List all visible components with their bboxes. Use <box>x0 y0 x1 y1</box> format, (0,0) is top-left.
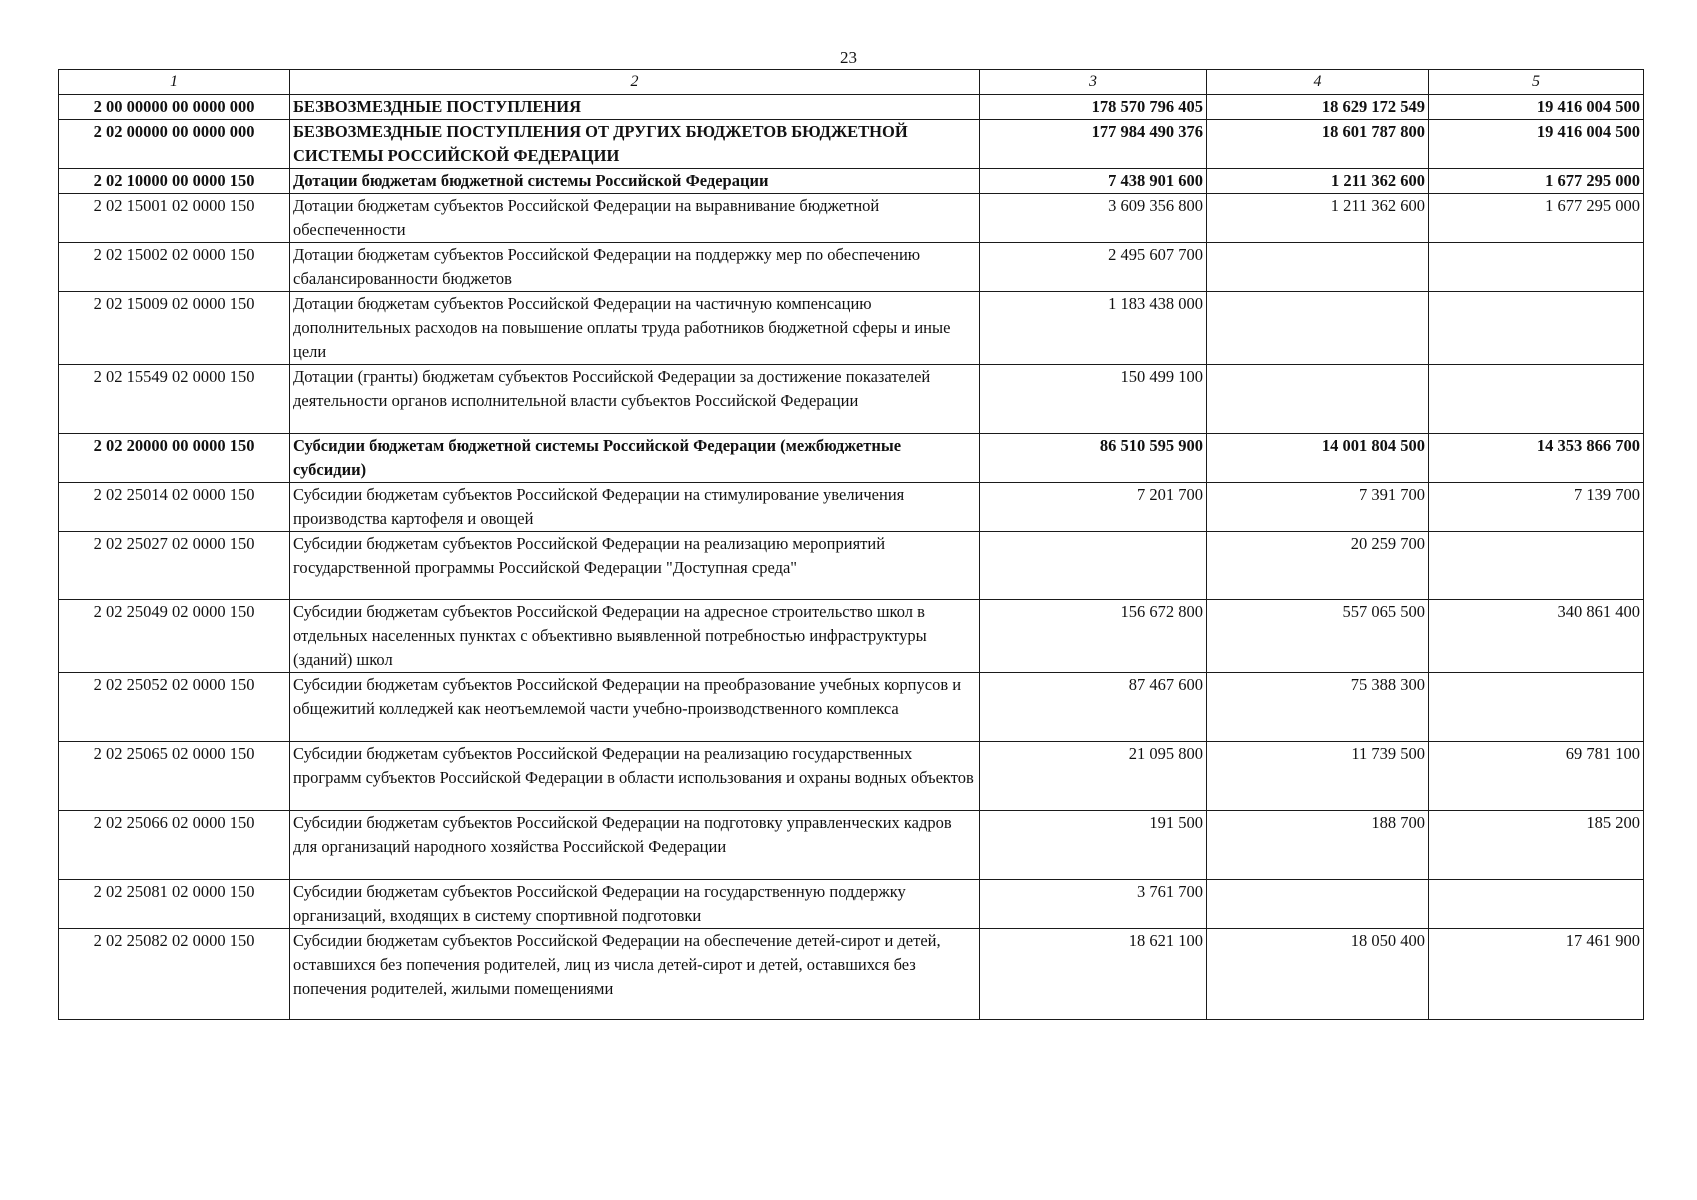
revenue-name-cell: Субсидии бюджетам субъектов Российской Федерации на реализацию государственных программ субъектов Российской Федерации в области использования и охраны водных объектов <box>290 742 980 811</box>
budget-code-cell: 2 02 25066 02 0000 150 <box>59 811 290 880</box>
table-row <box>59 169 1644 194</box>
amount-col3-cell: 87 467 600 <box>980 673 1207 742</box>
revenue-name-cell: Субсидии бюджетам субъектов Российской Федерации на преобразование учебных корпусов и общежитий колледжей как неотъемлемой части учебно-производственного комплекса <box>290 673 980 742</box>
budget-code-cell: 2 02 15002 02 0000 150 <box>59 243 290 292</box>
table-row <box>59 880 1644 929</box>
amount-col5-cell: 19 416 004 500 <box>1429 95 1644 120</box>
amount-col4-cell <box>1207 292 1429 365</box>
amount-col4-cell <box>1207 243 1429 292</box>
table-row <box>59 483 1644 532</box>
table-row <box>59 120 1644 169</box>
table-row <box>59 292 1644 365</box>
amount-col5-cell <box>1429 673 1644 742</box>
budget-code-cell: 2 02 25052 02 0000 150 <box>59 673 290 742</box>
column-number: 3 <box>980 70 1207 95</box>
column-number: 1 <box>59 70 290 95</box>
amount-col3-cell: 3 761 700 <box>980 880 1207 929</box>
amount-col3-cell: 7 438 901 600 <box>980 169 1207 194</box>
revenue-name-cell: Дотации бюджетам субъектов Российской Федерации на выравнивание бюджетной обеспеченности <box>290 194 980 243</box>
amount-col5-cell <box>1429 243 1644 292</box>
amount-col4-cell: 14 001 804 500 <box>1207 434 1429 483</box>
amount-col3-cell: 177 984 490 376 <box>980 120 1207 169</box>
budget-code-cell: 2 02 25081 02 0000 150 <box>59 880 290 929</box>
budget-code-cell: 2 02 10000 00 0000 150 <box>59 169 290 194</box>
amount-col4-cell: 1 211 362 600 <box>1207 194 1429 243</box>
table-row <box>59 742 1644 811</box>
budget-code-cell: 2 02 25065 02 0000 150 <box>59 742 290 811</box>
revenue-name-cell: Субсидии бюджетам субъектов Российской Федерации на стимулирование увеличения производства картофеля и овощей <box>290 483 980 532</box>
amount-col3-cell: 18 621 100 <box>980 929 1207 1020</box>
amount-col5-cell: 340 861 400 <box>1429 600 1644 673</box>
revenue-name-cell: Дотации (гранты) бюджетам субъектов Российской Федерации за достижение показателей деятельности органов исполнительной власти субъектов Российской Федерации <box>290 365 980 434</box>
amount-col5-cell: 17 461 900 <box>1429 929 1644 1020</box>
budget-code-cell: 2 02 15549 02 0000 150 <box>59 365 290 434</box>
table-row <box>59 365 1644 434</box>
table-row <box>59 434 1644 483</box>
revenue-name-cell: БЕЗВОЗМЕЗДНЫЕ ПОСТУПЛЕНИЯ <box>290 95 980 120</box>
amount-col3-cell: 150 499 100 <box>980 365 1207 434</box>
amount-col4-cell: 18 050 400 <box>1207 929 1429 1020</box>
page-number: 23 <box>840 48 857 67</box>
revenue-name-cell: Дотации бюджетам бюджетной системы Российской Федерации <box>290 169 980 194</box>
amount-col5-cell: 7 139 700 <box>1429 483 1644 532</box>
amount-col4-cell: 75 388 300 <box>1207 673 1429 742</box>
budget-code-cell: 2 02 00000 00 0000 000 <box>59 120 290 169</box>
amount-col5-cell: 69 781 100 <box>1429 742 1644 811</box>
column-number-row <box>59 70 1644 95</box>
amount-col5-cell: 14 353 866 700 <box>1429 434 1644 483</box>
table-row <box>59 95 1644 120</box>
amount-col5-cell: 19 416 004 500 <box>1429 120 1644 169</box>
budget-code-cell: 2 00 00000 00 0000 000 <box>59 95 290 120</box>
revenue-name-cell: Дотации бюджетам субъектов Российской Федерации на частичную компенсацию дополнительных расходов на повышение оплаты труда работников бюджетной сферы и иные цели <box>290 292 980 365</box>
column-number: 2 <box>290 70 980 95</box>
table-row <box>59 600 1644 673</box>
amount-col3-cell: 156 672 800 <box>980 600 1207 673</box>
revenue-name-cell: Субсидии бюджетам субъектов Российской Федерации на адресное строительство школ в отдельных населенных пунктах с объективно выявленной потребностью инфраструктуры (зданий) школ <box>290 600 980 673</box>
revenue-name-cell: Субсидии бюджетам субъектов Российской Федерации на обеспечение детей-сирот и детей, оставшихся без попечения родителей, лиц из числа детей-сирот и детей, оставшихся без попечения родителей, жилыми помещениями <box>290 929 980 1020</box>
amount-col3-cell: 178 570 796 405 <box>980 95 1207 120</box>
revenue-name-cell: БЕЗВОЗМЕЗДНЫЕ ПОСТУПЛЕНИЯ ОТ ДРУГИХ БЮДЖЕТОВ БЮДЖЕТНОЙ СИСТЕМЫ РОССИЙСКОЙ ФЕДЕРАЦИИ <box>290 120 980 169</box>
budget-revenue-table <box>58 69 1644 1020</box>
amount-col3-cell: 7 201 700 <box>980 483 1207 532</box>
revenue-name-cell: Субсидии бюджетам субъектов Российской Федерации на подготовку управленческих кадров для организаций народного хозяйства Российской Федерации <box>290 811 980 880</box>
budget-code-cell: 2 02 25014 02 0000 150 <box>59 483 290 532</box>
amount-col4-cell: 20 259 700 <box>1207 532 1429 600</box>
budget-code-cell: 2 02 25082 02 0000 150 <box>59 929 290 1020</box>
amount-col4-cell <box>1207 880 1429 929</box>
amount-col5-cell <box>1429 292 1644 365</box>
amount-col3-cell: 2 495 607 700 <box>980 243 1207 292</box>
amount-col3-cell <box>980 532 1207 600</box>
column-number: 5 <box>1429 70 1644 95</box>
amount-col5-cell: 1 677 295 000 <box>1429 169 1644 194</box>
revenue-name-cell: Субсидии бюджетам бюджетной системы Российской Федерации (межбюджетные субсидии) <box>290 434 980 483</box>
amount-col3-cell: 3 609 356 800 <box>980 194 1207 243</box>
revenue-name-cell: Субсидии бюджетам субъектов Российской Федерации на реализацию мероприятий государственной программы Российской Федерации "Доступная среда" <box>290 532 980 600</box>
table-row <box>59 194 1644 243</box>
amount-col4-cell: 1 211 362 600 <box>1207 169 1429 194</box>
amount-col4-cell: 11 739 500 <box>1207 742 1429 811</box>
amount-col3-cell: 1 183 438 000 <box>980 292 1207 365</box>
amount-col4-cell: 188 700 <box>1207 811 1429 880</box>
budget-code-cell: 2 02 20000 00 0000 150 <box>59 434 290 483</box>
amount-col4-cell: 557 065 500 <box>1207 600 1429 673</box>
revenue-name-cell: Дотации бюджетам субъектов Российской Федерации на поддержку мер по обеспечению сбалансированности бюджетов <box>290 243 980 292</box>
budget-code-cell: 2 02 15009 02 0000 150 <box>59 292 290 365</box>
table-row <box>59 929 1644 1020</box>
budget-code-cell: 2 02 25049 02 0000 150 <box>59 600 290 673</box>
amount-col5-cell: 185 200 <box>1429 811 1644 880</box>
table-row <box>59 532 1644 600</box>
amount-col5-cell <box>1429 880 1644 929</box>
column-number: 4 <box>1207 70 1429 95</box>
table-row <box>59 811 1644 880</box>
amount-col4-cell: 18 601 787 800 <box>1207 120 1429 169</box>
budget-code-cell: 2 02 25027 02 0000 150 <box>59 532 290 600</box>
amount-col4-cell: 7 391 700 <box>1207 483 1429 532</box>
table-row <box>59 673 1644 742</box>
amount-col4-cell <box>1207 365 1429 434</box>
amount-col3-cell: 21 095 800 <box>980 742 1207 811</box>
budget-code-cell: 2 02 15001 02 0000 150 <box>59 194 290 243</box>
revenue-name-cell: Субсидии бюджетам субъектов Российской Федерации на государственную поддержку организаций, входящих в систему спортивной подготовки <box>290 880 980 929</box>
amount-col5-cell <box>1429 365 1644 434</box>
amount-col4-cell: 18 629 172 549 <box>1207 95 1429 120</box>
table-row <box>59 243 1644 292</box>
amount-col5-cell: 1 677 295 000 <box>1429 194 1644 243</box>
amount-col5-cell <box>1429 532 1644 600</box>
amount-col3-cell: 191 500 <box>980 811 1207 880</box>
amount-col3-cell: 86 510 595 900 <box>980 434 1207 483</box>
